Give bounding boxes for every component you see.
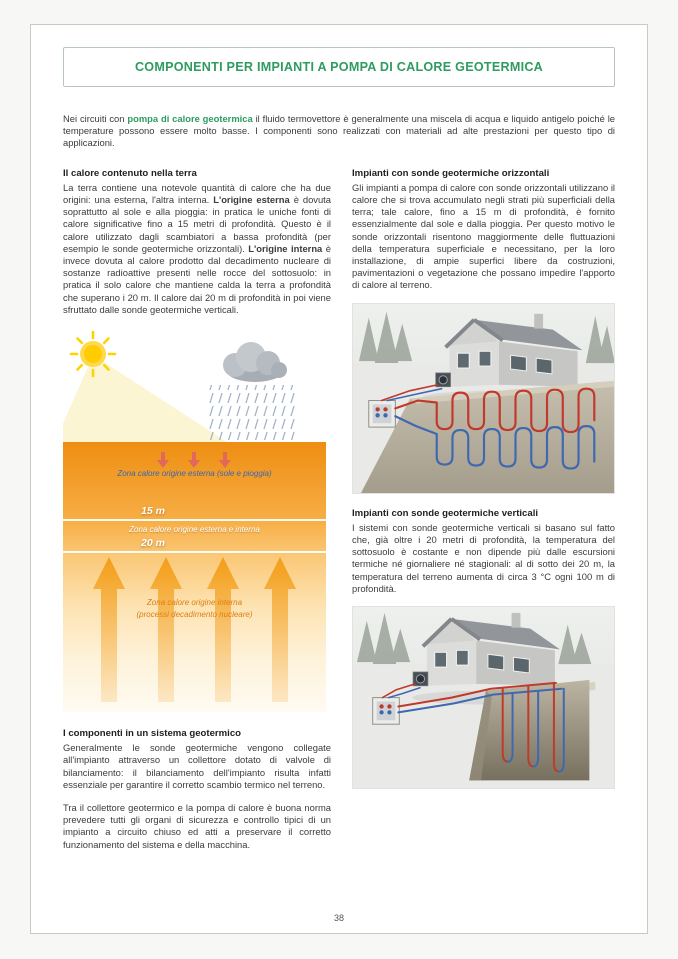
right-column — [352, 168, 615, 862]
chimney — [534, 313, 543, 328]
heat-text-1: La terra contiene una notevole quantità di calore che ha due origini: una esterna, l'altra interna. — [63, 181, 331, 205]
page-number: 38 — [333, 913, 344, 923]
document-page — [30, 24, 648, 934]
label-depth-20m: 20 m — [141, 537, 165, 550]
components-paragraph-2: Tra il collettore geotermico e la pompa di calore è buona norma prevedere tutti gli organi di sicurezza e controllo tipici di un impianto a circuito chiuso ed atti a preservare il corretto funzionamento del sistema e della macchina. — [63, 801, 331, 850]
label-zone-mixed: Zona calore origine esterna e interna — [129, 525, 260, 535]
intro-highlight: pompa di calore geotermica — [127, 113, 253, 124]
label-zone-internal-line2: (processi decadimento nucleare) — [136, 610, 253, 620]
horizontal-probes-illustration — [352, 303, 615, 494]
vertical-probes-illustration — [352, 606, 615, 789]
fan-icon — [416, 675, 424, 683]
rain — [207, 385, 297, 440]
heading-components: I componenti in un sistema geotermico — [63, 728, 242, 740]
intro-text-post: il fluido termovettore è generalmente una miscela di acqua e liquido antigelo poiché le temperature possono essere molto basse. I componenti sono realizzati con materiali ad alte prestazioni per questo tipo di applicazioni. — [63, 113, 615, 149]
vertical-probes-art — [353, 607, 614, 788]
label-zone-internal — [63, 597, 326, 622]
fan-icon — [439, 375, 447, 383]
components-paragraph-1: Generalmente le sonde geotermiche vengono collegate all'impianto attraverso un collettore dotato di valvole di bilanciamento: il bilanciamento dell'impianto risulta infatti essenziale per garantire il corretto scambio termico nel terreno. — [63, 742, 331, 790]
label-zone-external: Zona calore origine esterna (sole e pioggia) — [117, 469, 272, 479]
earth-heat-art — [63, 327, 326, 712]
horizontal-probes-art — [353, 304, 614, 493]
collector-box — [369, 400, 396, 427]
horizontal-probes-paragraph: Gli impianti a pompa di calore con sonde orizzontali utilizzano il calore che si trova accumulato negli strati più superficiali della terra; tale calore, fino a 15 m di profondità, è fornito essenzialmente dal sole e dalla pioggia. Per questo motivo le sonde orizzontali risentono maggiormente delle fluttuazioni della temperatura superficiale e necessitano, per la loro installazione, di ampie superfici libere da costruzioni, pavimentazioni o vegetazione che possano impedire l'apporto di calore al terreno. — [352, 181, 615, 291]
vertical-probes-paragraph: I sistemi con sonde geotermiche verticali si basano sul fatto che, già oltre i 20 metri di profondità, la temperatura del sottosuolo è costante e non dipende più dalle escursioni termiche né giornaliere né stagionali: al di sotto dei 20 m, la temperatura del terreno aumenta di circa 3 °C ogni 100 m di profondità. — [352, 521, 615, 594]
intro-paragraph — [63, 113, 615, 150]
bold-origine-esterna: L'origine esterna — [213, 193, 290, 205]
heat-text-2: è dovuta soprattutto al sole e alla pioggia: in pratica le uniche fonti di calore significative fino a 15 metri di profondità. Questo è il calore utilizzato dagli scambiatori a bassa profondità (per esempio le sonde geotermiche orizzontali). — [63, 193, 331, 254]
earth-heat-diagram — [63, 327, 326, 712]
heading-vertical-probes: Impianti con sonde geotermiche verticali — [352, 507, 539, 519]
heading-heat-in-earth: Il calore contenuto nella terra — [63, 167, 197, 179]
heading-horizontal-probes: Impianti con sonde geotermiche orizzontali — [352, 167, 550, 179]
intro-text-pre: Nei circuiti con — [63, 113, 128, 124]
bold-origine-interna: L'origine interna — [248, 242, 323, 254]
label-zone-internal-line1: Zona calore origine interna — [146, 598, 243, 608]
sun-icon — [71, 332, 115, 376]
sunbeam — [63, 355, 227, 442]
heat-text-3: è invece dovuta al calore prodotto dal decadimento nucleare di sostanze radioattive presenti nelle rocce del sottosuolo: in pratica il solo calore che mantiene calda la terra a profondità che superano i 20 m. Il calore dai 20 m di profondità in poi viene sfruttato dalle sonde geotermiche verticali. — [63, 242, 331, 315]
collector-box — [373, 698, 400, 725]
heat-paragraph — [63, 182, 331, 316]
chimney — [512, 613, 521, 628]
page-title-box — [63, 47, 615, 87]
rain-cloud-icon — [223, 342, 287, 382]
label-depth-15m: 15 m — [141, 505, 165, 518]
page-title: COMPONENTI PER IMPIANTI A POMPA DI CALORE GEOTERMICA — [134, 60, 544, 74]
left-column — [63, 168, 331, 862]
two-column-layout — [63, 168, 615, 862]
